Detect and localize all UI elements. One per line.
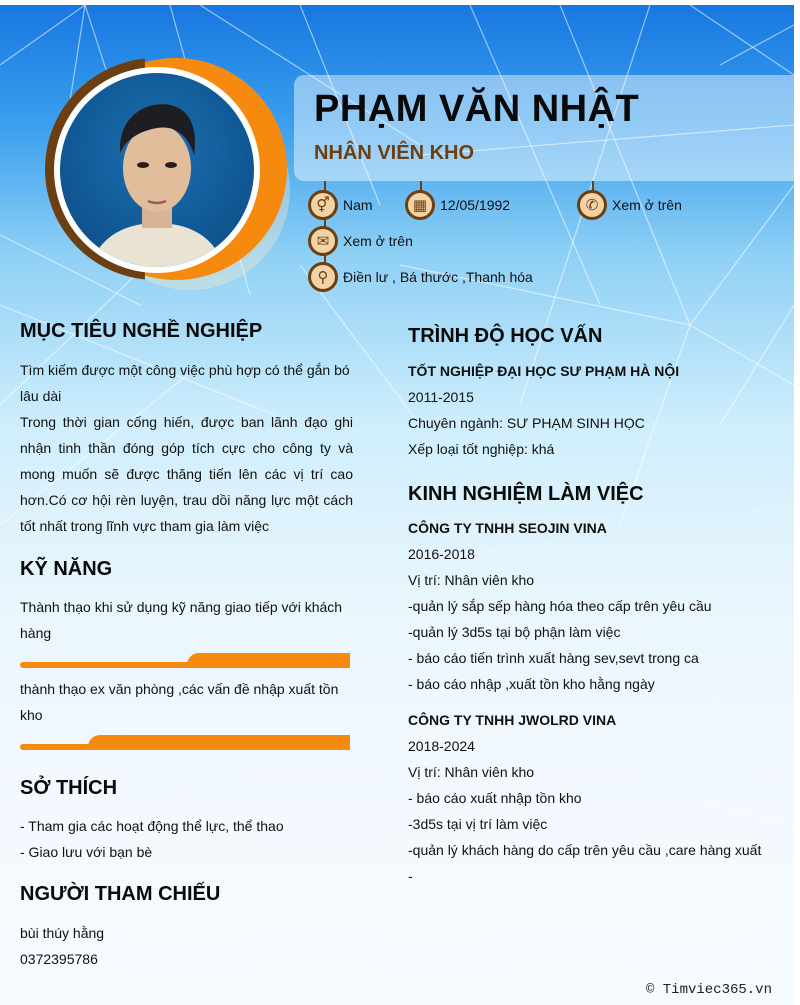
- job-duty: -quản lý sắp sếp hàng hóa theo cấp trên yêu cầu: [408, 598, 712, 614]
- job-duty: - báo cáo tiến trình xuất hàng sev,sevt trong ca: [408, 650, 699, 666]
- job-title: NHÂN VIÊN KHO: [314, 142, 475, 164]
- cv-page: [0, 5, 794, 1005]
- job-period: 2016-2018: [408, 546, 475, 562]
- profile-photo: [60, 73, 254, 267]
- skill-level: [187, 653, 350, 668]
- copyright-footer: © Timviec365.vn: [645, 982, 772, 998]
- phone-icon: ✆: [577, 190, 607, 220]
- education-title: TRÌNH ĐỘ HỌC VẤN: [408, 325, 603, 347]
- job-period: 2018-2024: [408, 738, 475, 754]
- objective-text: [20, 357, 353, 539]
- job-position: Vị trí: Nhân viên kho: [408, 572, 535, 588]
- job-duty: - báo cáo xuất nhập tồn kho: [408, 790, 582, 806]
- job-duty: -quản lý 3d5s tại bộ phận làm việc: [408, 624, 621, 640]
- education-school: TỐT NGHIỆP ĐẠI HỌC SƯ PHẠM HÀ NỘI: [408, 363, 680, 379]
- email-value: Xem ở trên: [343, 233, 413, 249]
- job-duty: -3d5s tại vị trí làm việc: [408, 816, 548, 832]
- hobbies-title: SỞ THÍCH: [20, 777, 118, 799]
- gender-value: Nam: [343, 197, 373, 213]
- education-period: 2011-2015: [408, 389, 474, 405]
- education-major: Chuyên ngành: SƯ PHẠM SINH HỌC: [408, 415, 645, 431]
- skills-title: KỸ NĂNG: [20, 558, 113, 580]
- contact-address: [308, 262, 533, 292]
- person-silhouette-icon: [60, 73, 254, 267]
- references-title: NGƯỜI THAM CHIẾU: [20, 883, 221, 905]
- skill-level: [88, 735, 350, 750]
- job-duty: - báo cáo nhập ,xuất tồn kho hằng ngày: [408, 676, 655, 692]
- candidate-name: PHẠM VĂN NHẬT: [314, 88, 640, 130]
- skill-label: Thành thạo khi sử dụng kỹ năng giao tiếp với khách hàng: [20, 599, 343, 641]
- reference-phone: 0372395786: [20, 951, 98, 967]
- education-grade: Xếp loại tốt nghiệp: khá: [408, 441, 555, 457]
- gender-icon: ⚥: [308, 190, 338, 220]
- contact-phone: [577, 190, 682, 220]
- contact-gender: [308, 190, 373, 220]
- job-position: Vị trí: Nhân viên kho: [408, 764, 535, 780]
- job-duty: -quản lý khách hàng do cấp trên yêu cầu ,care hàng xuất: [408, 842, 762, 858]
- calendar-icon: ▦: [405, 190, 435, 220]
- job-company: CÔNG TY TNHH SEOJIN VINA: [408, 520, 607, 536]
- contact-email: [308, 226, 413, 256]
- address-value: Điền lư , Bá thước ,Thanh hóa: [343, 269, 533, 285]
- experience-title: KINH NGHIỆM LÀM VIỆC: [408, 483, 644, 505]
- location-icon: ⚲: [308, 262, 338, 292]
- objective-title: MỤC TIÊU NGHỀ NGHIỆP: [20, 320, 263, 342]
- objective-line: Trong thời gian cống hiến, được ban lãnh đạo ghi nhận tinh thần đóng góp tích cực cho công ty và mong muốn sẽ được thăng tiến lên các vị trí cao hơn.Có cơ hội rèn luyện, trau dồi năng lực một cách tốt nhất trong lĩnh vực tham gia làm việc: [20, 414, 353, 534]
- contact-birthday: [405, 190, 510, 220]
- skill-label: thành thạo ex văn phòng ,các vấn đề nhập xuất tồn kho: [20, 681, 339, 723]
- skill-bar: [20, 653, 350, 668]
- phone-value: Xem ở trên: [612, 197, 682, 213]
- objective-line: Tìm kiếm được một công việc phù hợp có thể gắn bó lâu dài: [20, 362, 350, 404]
- skill-bar: [20, 735, 350, 750]
- email-icon: ✉: [308, 226, 338, 256]
- job-duty: -: [408, 868, 413, 884]
- birthday-value: 12/05/1992: [440, 197, 511, 213]
- reference-name: bùi thúy hằng: [20, 925, 105, 941]
- hobby-item: - Tham gia các hoạt động thể lực, thể thao: [20, 818, 284, 834]
- hobby-item: - Giao lưu với bạn bè: [20, 844, 153, 860]
- avatar: [35, 53, 295, 298]
- job-company: CÔNG TY TNHH JWOLRD VINA: [408, 712, 617, 728]
